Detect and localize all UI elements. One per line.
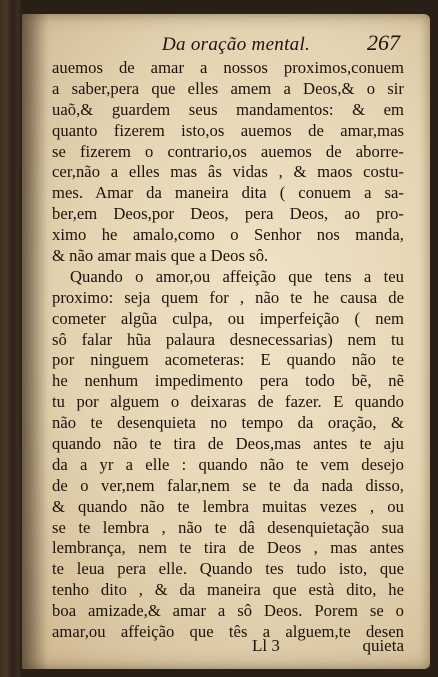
text-line: se te lembra , não te dâ desenquietação sua [52, 517, 404, 537]
body-text [52, 58, 404, 643]
text-line: quanto fizerem isto,os auemos de amar,mas [52, 120, 404, 140]
text-line: amar,ou affeição que tês a alguem,te desen [52, 622, 404, 642]
text-line: lembrança, nem te tira de Deos , mas antes [52, 538, 404, 558]
text-line: he nenhum impedimento pera todo bẽ, nẽ [52, 371, 404, 391]
text-line: tenho dito , & da maneira que està dito, he [52, 580, 404, 600]
text-line: a saber,pera que elles amem a Deos,& o sir [52, 78, 404, 98]
text-line: uaõ,& guardem seus mandamentos: & em [52, 99, 404, 119]
text-line: quando não te tira de Deos,mas antes te aju [52, 434, 404, 454]
text-line: & quando não te lembra muitas vezes , ou [52, 496, 404, 516]
text-line: da a yr a elle : quando não te vem desejo [52, 454, 404, 474]
catchword: quieta [362, 636, 404, 655]
text-line: ber,em Deos,por Deos, pera Deos, ao pro- [52, 204, 404, 224]
text-line: auemos de amar a nossos proximos,conuem [52, 58, 404, 77]
text-line: boa amizade,& amar a sô Deos. Porem se o [52, 601, 404, 621]
signature-mark: Ll 3 [252, 636, 280, 655]
page-header [122, 30, 406, 58]
text-line: por ninguem acometeras: E quando não te [52, 350, 404, 370]
text-line: não te desenquieta no tempo da oração, & [52, 413, 404, 433]
page-number: 267 [367, 30, 400, 55]
text-line: proximo: seja quem for , não te he causa de [52, 287, 404, 307]
running-title: Da oração mental. [162, 34, 311, 55]
text-line: ximo he amalo,como o Senhor nos manda, [52, 225, 404, 245]
text-line: de o ver,nem falar,nem se te da nada disso, [52, 475, 404, 495]
text-line: cer,não a elles mas âs vidas , & maos costu- [52, 162, 404, 182]
text-line: sô falar hũa palaura desnecessarias) nem tu [52, 329, 404, 349]
text-line: mes. Amar da maneira dita ( conuem a sa- [52, 183, 404, 203]
text-line: tu por alguem o deixaras de fazer. E quando [52, 392, 404, 412]
page-footer [52, 636, 404, 658]
gutter-shadow [22, 14, 48, 669]
text-line: se fizerem o contrario,os auemos de aborre- [52, 141, 404, 161]
book-page [22, 14, 430, 669]
text-line: cometer algũa culpa, ou imperfeição ( nem [52, 308, 404, 328]
text-line: te leua pera elle. Quando tes tudo isto, que [52, 559, 404, 579]
text-line: & não amar mais que a Deos sô. [52, 246, 269, 266]
paragraph-start-line: Quando o amor,ou affeição que tens a teu [70, 266, 404, 286]
